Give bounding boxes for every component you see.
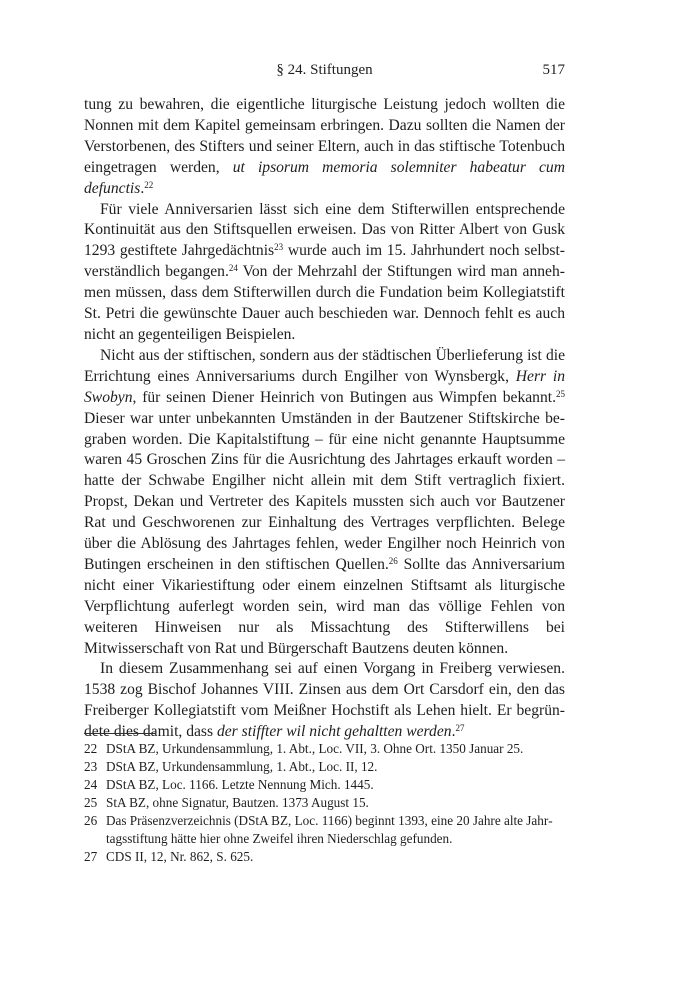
footnote-marker: 22 — [144, 179, 154, 190]
footnote — [84, 794, 565, 812]
italic-quote: der stiffter wil nicht gehaltten werden — [216, 723, 452, 741]
text-run: Dieser war unter unbekannten Umständen in der Bautzener Stiftskirche begraben worden. Die Kapitalstiftung – für eine nicht genannte Hauptsumme waren 45 Groschen Zins für die Ausrichtung des Jahrtages erkauft worden – hatte der Schwabe Engilher nicht allein mit dem Stift vertraglich fixiert. Propst, Dekan und Vertreter des Kapitels mussten sich auch vor Bautzener Rat und Geschworenen zur Einhaltung des Vertrages verpflichten. Belege über die Ablösung des Jahrtages fehlen, weder Engilher noch Heinrich von Butingen erscheinen in den stiftischen Quellen. — [84, 409, 565, 573]
footnote-text: Das Präsenzverzeichnis (DStA BZ, Loc. 1166) beginnt 1393, eine 20 Jahre alte Jahrtagsstiftung hätte hier ohne Zweifel ihren Niederschlag gefunden. — [106, 813, 553, 846]
footnote-number: 22 — [84, 741, 98, 756]
footnote-number: 27 — [84, 849, 98, 864]
paragraph-2 — [84, 200, 565, 346]
footnote-text: StA BZ, ohne Signatur, Bautzen. 1373 August 15. — [106, 795, 369, 810]
text-run: tung zu bewahren, die eigentliche liturgische Leistung jedoch wollten die Nonnen mit dem Kapitel gemeinsam erbringen. Dazu sollten die Namen der Verstorbenen, des Stifters und seiner Eltern, auch in das stiftische Totenbuch eingetragen werden, — [84, 96, 565, 176]
footnote — [84, 740, 565, 758]
text-run: , für seinen Diener Heinrich von Butingen aus Wimpfen bekannt. — [132, 388, 556, 406]
footnote-text: DStA BZ, Urkundensammlung, 1. Abt., Loc. VII, 3. Ohne Ort. 1350 Januar 25. — [106, 741, 524, 756]
footnote-marker: 27 — [455, 723, 465, 734]
footnote-number: 26 — [84, 813, 98, 828]
running-header — [84, 62, 565, 82]
footnote-marker: 24 — [228, 263, 238, 274]
footnotes — [84, 740, 565, 866]
footnote-text: DStA BZ, Loc. 1166. Letzte Nennung Mich. 1445. — [106, 777, 374, 792]
footnote — [84, 812, 565, 848]
text-run: Sollte das Anniversarium nicht einer Vikariestiftung oder einem einzelnen Stiftsamt als liturgische Verpflichtung auferlegt worden sein, wird man das völlige Fehlen von weiteren Hinweisen nur als Missachtung des Stifterwillens bei Mitwisserschaft von Rat und Bürgerschaft Bautzens deuten können. — [84, 555, 565, 657]
italic-quote: Herr in Swobyn — [84, 367, 565, 406]
text-run: Für viele Anniversarien lässt sich eine dem Stifterwillen entsprechende Kontinuität aus den Stiftsquellen erweisen. Das von Ritter Albert von Gusk 1293 gestiftete Jahrgedächtnis — [84, 200, 565, 260]
footnote — [84, 848, 565, 866]
text-run: wurde auch im 15. Jahrhundert noch selbstverständlich begangen. — [84, 242, 565, 281]
footnote-number: 23 — [84, 759, 98, 774]
text-run: Von der Mehrzahl der Stiftungen wird man annehmen müssen, dass dem Stifterwillen durch die Fundation beim Kollegiatstift St. Petri die gewünschte Dauer auch beschieden war. Dennoch fehlt es auch nicht an gegenteiligen Beispielen. — [84, 263, 565, 343]
footnote-number: 24 — [84, 777, 98, 792]
footnote-marker: 25 — [556, 388, 565, 399]
footnote — [84, 758, 565, 776]
text-run: In diesem Zusammenhang sei auf einen Vorgang in Freiberg verwiesen. 1538 zog Bischof Johannes VIII. Zinsen aus dem Ort Carsdorf ein, den das Freiberger Kollegiatstift vom Meißner Hochstift als Lehen hielt. Er begründete dies damit, dass — [84, 660, 565, 741]
text-run: Nicht aus der stiftischen, sondern aus der städtischen Überlieferung ist die Errichtung eines Anniversariums durch Engilher von Wynsbergk, — [84, 346, 565, 385]
paragraph-4 — [84, 659, 565, 743]
footnote-text: CDS II, 12, Nr. 862, S. 625. — [106, 849, 254, 864]
footnote-text: DStA BZ, Urkundensammlung, 1. Abt., Loc. II, 12. — [106, 759, 378, 774]
italic-quote: ut ipsorum memoria solemniter habeatur cum defunctis — [84, 158, 565, 197]
footnote-separator — [84, 733, 156, 734]
footnote-number: 25 — [84, 795, 98, 810]
paragraph-1 — [84, 95, 565, 200]
page-number: 517 — [542, 62, 565, 78]
text-run: . — [451, 723, 456, 741]
footnote-marker: 26 — [388, 555, 398, 566]
footnote-marker: 23 — [274, 242, 284, 253]
text-run: . — [140, 179, 145, 197]
body-text — [84, 95, 565, 743]
running-title: § 24. Stiftungen — [276, 62, 373, 78]
footnote — [84, 776, 565, 794]
paragraph-3 — [84, 346, 565, 660]
